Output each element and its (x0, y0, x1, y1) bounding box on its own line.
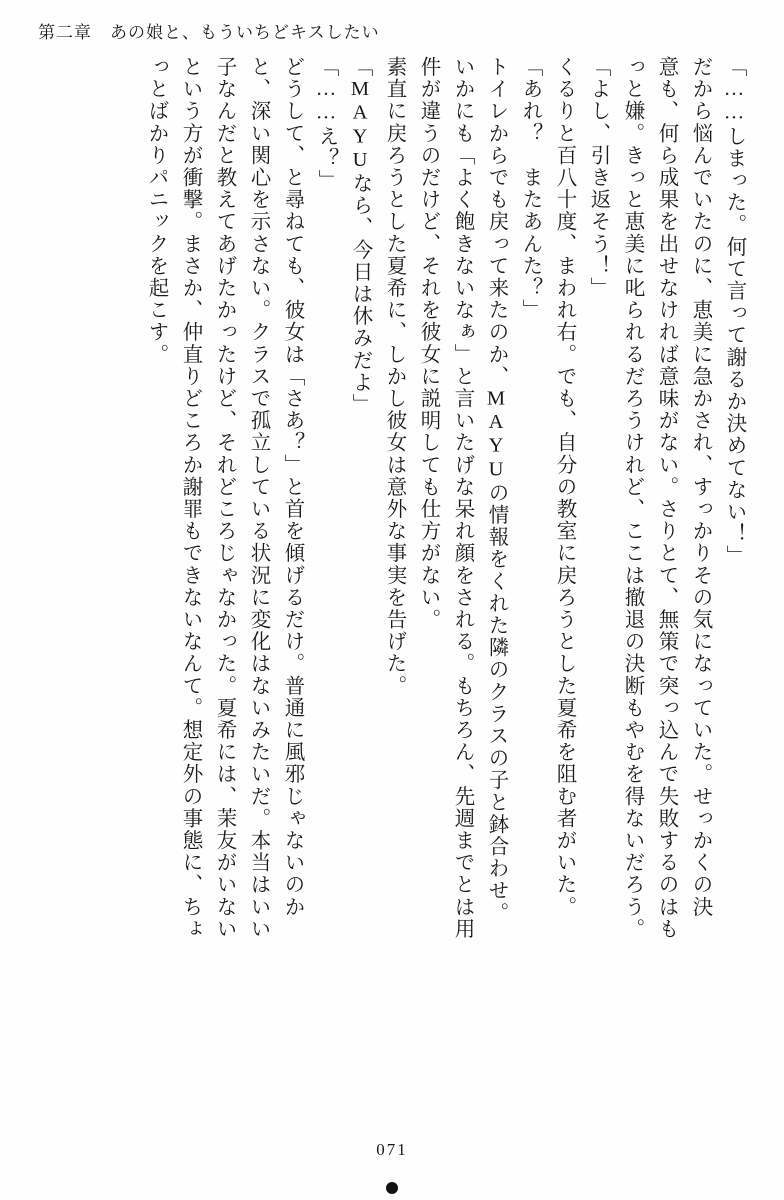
text-column: 素直に戻ろうとした夏希に、しかし彼女は意外な事実を告げた。 (383, 56, 405, 697)
text-column: トイレからでも戻って来たのか、MAYUの情報をくれた隣のクラスの子と鉢合わせ。 (485, 56, 507, 924)
chapter-title: あの娘と、もういちどキスしたい (110, 23, 380, 42)
text-column: 「……しまった。何て言って謝るか決めてない！」 (723, 56, 745, 568)
text-column: だから悩んでいたのに、恵美に急かされ、すっかりその気になっていた。せっかくの決 (689, 56, 711, 918)
text-column: 「MAYUなら、今日は休みだよ」 (349, 56, 371, 416)
page-number: 071 (376, 1140, 408, 1159)
vertical-text-body (34, 56, 744, 1104)
text-column: 「よし、引き返そう！」 (587, 56, 609, 300)
bottom-marker-dot (386, 1182, 398, 1194)
text-column: 件が違うのだけど、それを彼女に説明しても仕方がない。 (417, 56, 439, 631)
text-column: くるりと百八十度、まわれ右。でも、自分の教室に戻ろうとした夏希を阻む者がいた。 (553, 56, 575, 918)
text-column: 「……え？」 (315, 56, 337, 192)
running-header (38, 18, 380, 43)
text-column: 意も、何ら成果を出せなければ意味がない。さりとて、無策で突っ込んで失敗するのはも (655, 56, 677, 940)
text-column: いかにも「よく飽きないなぁ」と言いたげな呆れ顔をされる。もちろん、先週までとは用 (451, 56, 473, 940)
text-column: 「あれ？ またあんた？」 (519, 56, 541, 322)
text-column: という方が衝撃。まさか、仲直りどころか謝罪もできないなんて。想定外の事態に、ちょ (179, 56, 201, 940)
text-column: と、深い関心を示さない。クラスで孤立している状況に変化はないみたいだ。本当はいい (247, 56, 269, 940)
chapter-number: 第二章 (38, 23, 92, 42)
text-column: 子なんだと教えてあげたかったけど、それどころじゃなかった。夏希には、茉友がいない (213, 56, 235, 940)
text-column: っとばかりパニックを起こす。 (145, 56, 167, 366)
text-column: っと嫌。きっと恵美に叱られるだろうけれど、ここは撤退の決断もやむを得ないだろう。 (621, 56, 643, 940)
text-column: どうして、と尋ねても、彼女は「さあ？」と首を傾げるだけ。普通に風邪じゃないのか (281, 56, 303, 918)
